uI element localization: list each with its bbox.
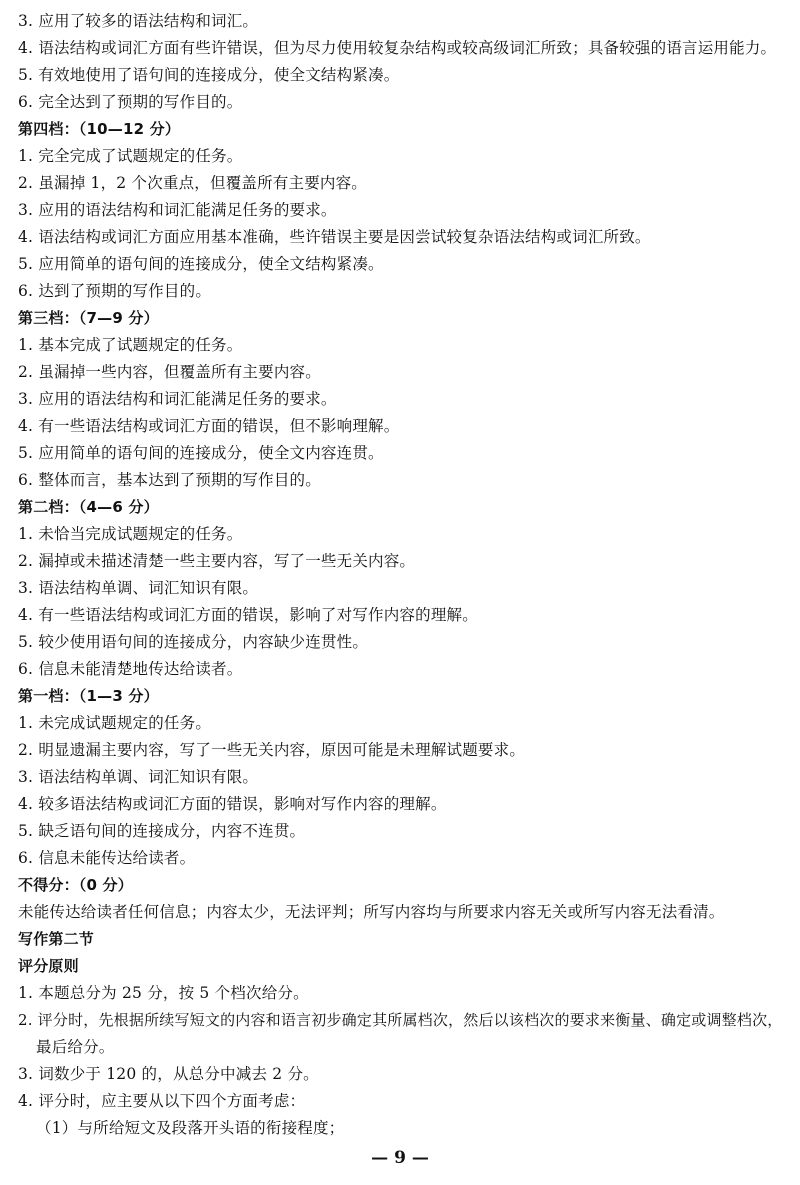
text-line: 3. 应用了较多的语法结构和词汇。 — [18, 12, 259, 30]
text-line: 2. 漏掉或未描述清楚一些主要内容，写了一些无关内容。 — [18, 552, 416, 570]
section-heading: 第二档：（4—6 分） — [18, 498, 159, 516]
section-heading: 评分原则 — [18, 957, 79, 975]
text-line: 2. 明显遗漏主要内容，写了一些无关内容，原因可能是未理解试题要求。 — [18, 741, 526, 759]
text-line: 5. 有效地使用了语句间的连接成分，使全文结构紧凑。 — [18, 66, 400, 84]
text-line: 5. 缺乏语句间的连接成分，内容不连贯。 — [18, 822, 306, 840]
text-line: 未能传达给读者任何信息；内容太少，无法评判；所写内容均与所要求内容无关或所写内容无法看清。 — [18, 903, 725, 921]
text-line: 4. 有一些语法结构或词汇方面的错误，影响了对写作内容的理解。 — [18, 606, 478, 624]
section-heading: 不得分：（0 分） — [18, 876, 133, 894]
text-line: 6. 达到了预期的写作目的。 — [18, 282, 212, 300]
text-line: 3. 词数少于 120 的，从总分中减去 2 分。 — [18, 1065, 319, 1083]
text-line: 4. 有一些语法结构或词汇方面的错误，但不影响理解。 — [18, 417, 400, 435]
section-heading: 写作第二节 — [18, 930, 95, 948]
text-line: 3. 应用的语法结构和词汇能满足任务的要求。 — [18, 201, 337, 219]
text-line: 6. 信息未能清楚地传达给读者。 — [18, 660, 243, 678]
text-line: 5. 较少使用语句间的连接成分，内容缺少连贯性。 — [18, 633, 369, 651]
text-line: 6. 信息未能传达给读者。 — [18, 849, 196, 867]
text-line: 1. 未恰当完成试题规定的任务。 — [18, 525, 243, 543]
text-line: 5. 应用简单的语句间的连接成分，使全文内容连贯。 — [18, 444, 384, 462]
text-line: 2. 虽漏掉 1，2 个次重点，但覆盖所有主要内容。 — [18, 174, 367, 192]
text-line: 4. 较多语法结构或词汇方面的错误，影响对写作内容的理解。 — [18, 795, 447, 813]
text-line: 1. 完全完成了试题规定的任务。 — [18, 147, 243, 165]
text-line: 1. 本题总分为 25 分，按 5 个档次给分。 — [18, 984, 309, 1002]
text-line: 4. 语法结构或词汇方面有些许错误，但为尽力使用较复杂结构或较高级词汇所致；具备较强的语言运用能力。 — [18, 39, 777, 57]
section-heading: 第四档：（10—12 分） — [18, 120, 181, 138]
text-line: 2. 虽漏掉一些内容，但覆盖所有主要内容。 — [18, 363, 321, 381]
text-line: （1）与所给短文及段落开头语的衔接程度； — [36, 1119, 345, 1137]
text-line: 3. 语法结构单调、词汇知识有限。 — [18, 768, 259, 786]
document-page — [18, 8, 788, 1142]
text-line: 最后给分。 — [36, 1038, 115, 1056]
text-line: 1. 基本完成了试题规定的任务。 — [18, 336, 243, 354]
text-line: 6. 整体而言，基本达到了预期的写作目的。 — [18, 471, 321, 489]
text-line: 2. 评分时，先根据所续写短文的内容和语言初步确定其所属档次，然后以该档次的要求来衡量、确定或调整档次， — [18, 1011, 783, 1029]
section-heading: 第三档：（7—9 分） — [18, 309, 159, 327]
text-line: 5. 应用简单的语句间的连接成分，使全文结构紧凑。 — [18, 255, 384, 273]
text-line: 4. 评分时，应主要从以下四个方面考虑： — [18, 1092, 306, 1110]
text-line: 4. 语法结构或词汇方面应用基本准确，些许错误主要是因尝试较复杂语法结构或词汇所致。 — [18, 228, 651, 246]
text-line: 6. 完全达到了预期的写作目的。 — [18, 93, 243, 111]
section-heading: 第一档：（1—3 分） — [18, 687, 159, 705]
text-line: 3. 应用的语法结构和词汇能满足任务的要求。 — [18, 390, 337, 408]
text-line: 3. 语法结构单调、词汇知识有限。 — [18, 579, 259, 597]
text-line: 1. 未完成试题规定的任务。 — [18, 714, 212, 732]
page-number: — 9 — — [371, 1148, 429, 1168]
